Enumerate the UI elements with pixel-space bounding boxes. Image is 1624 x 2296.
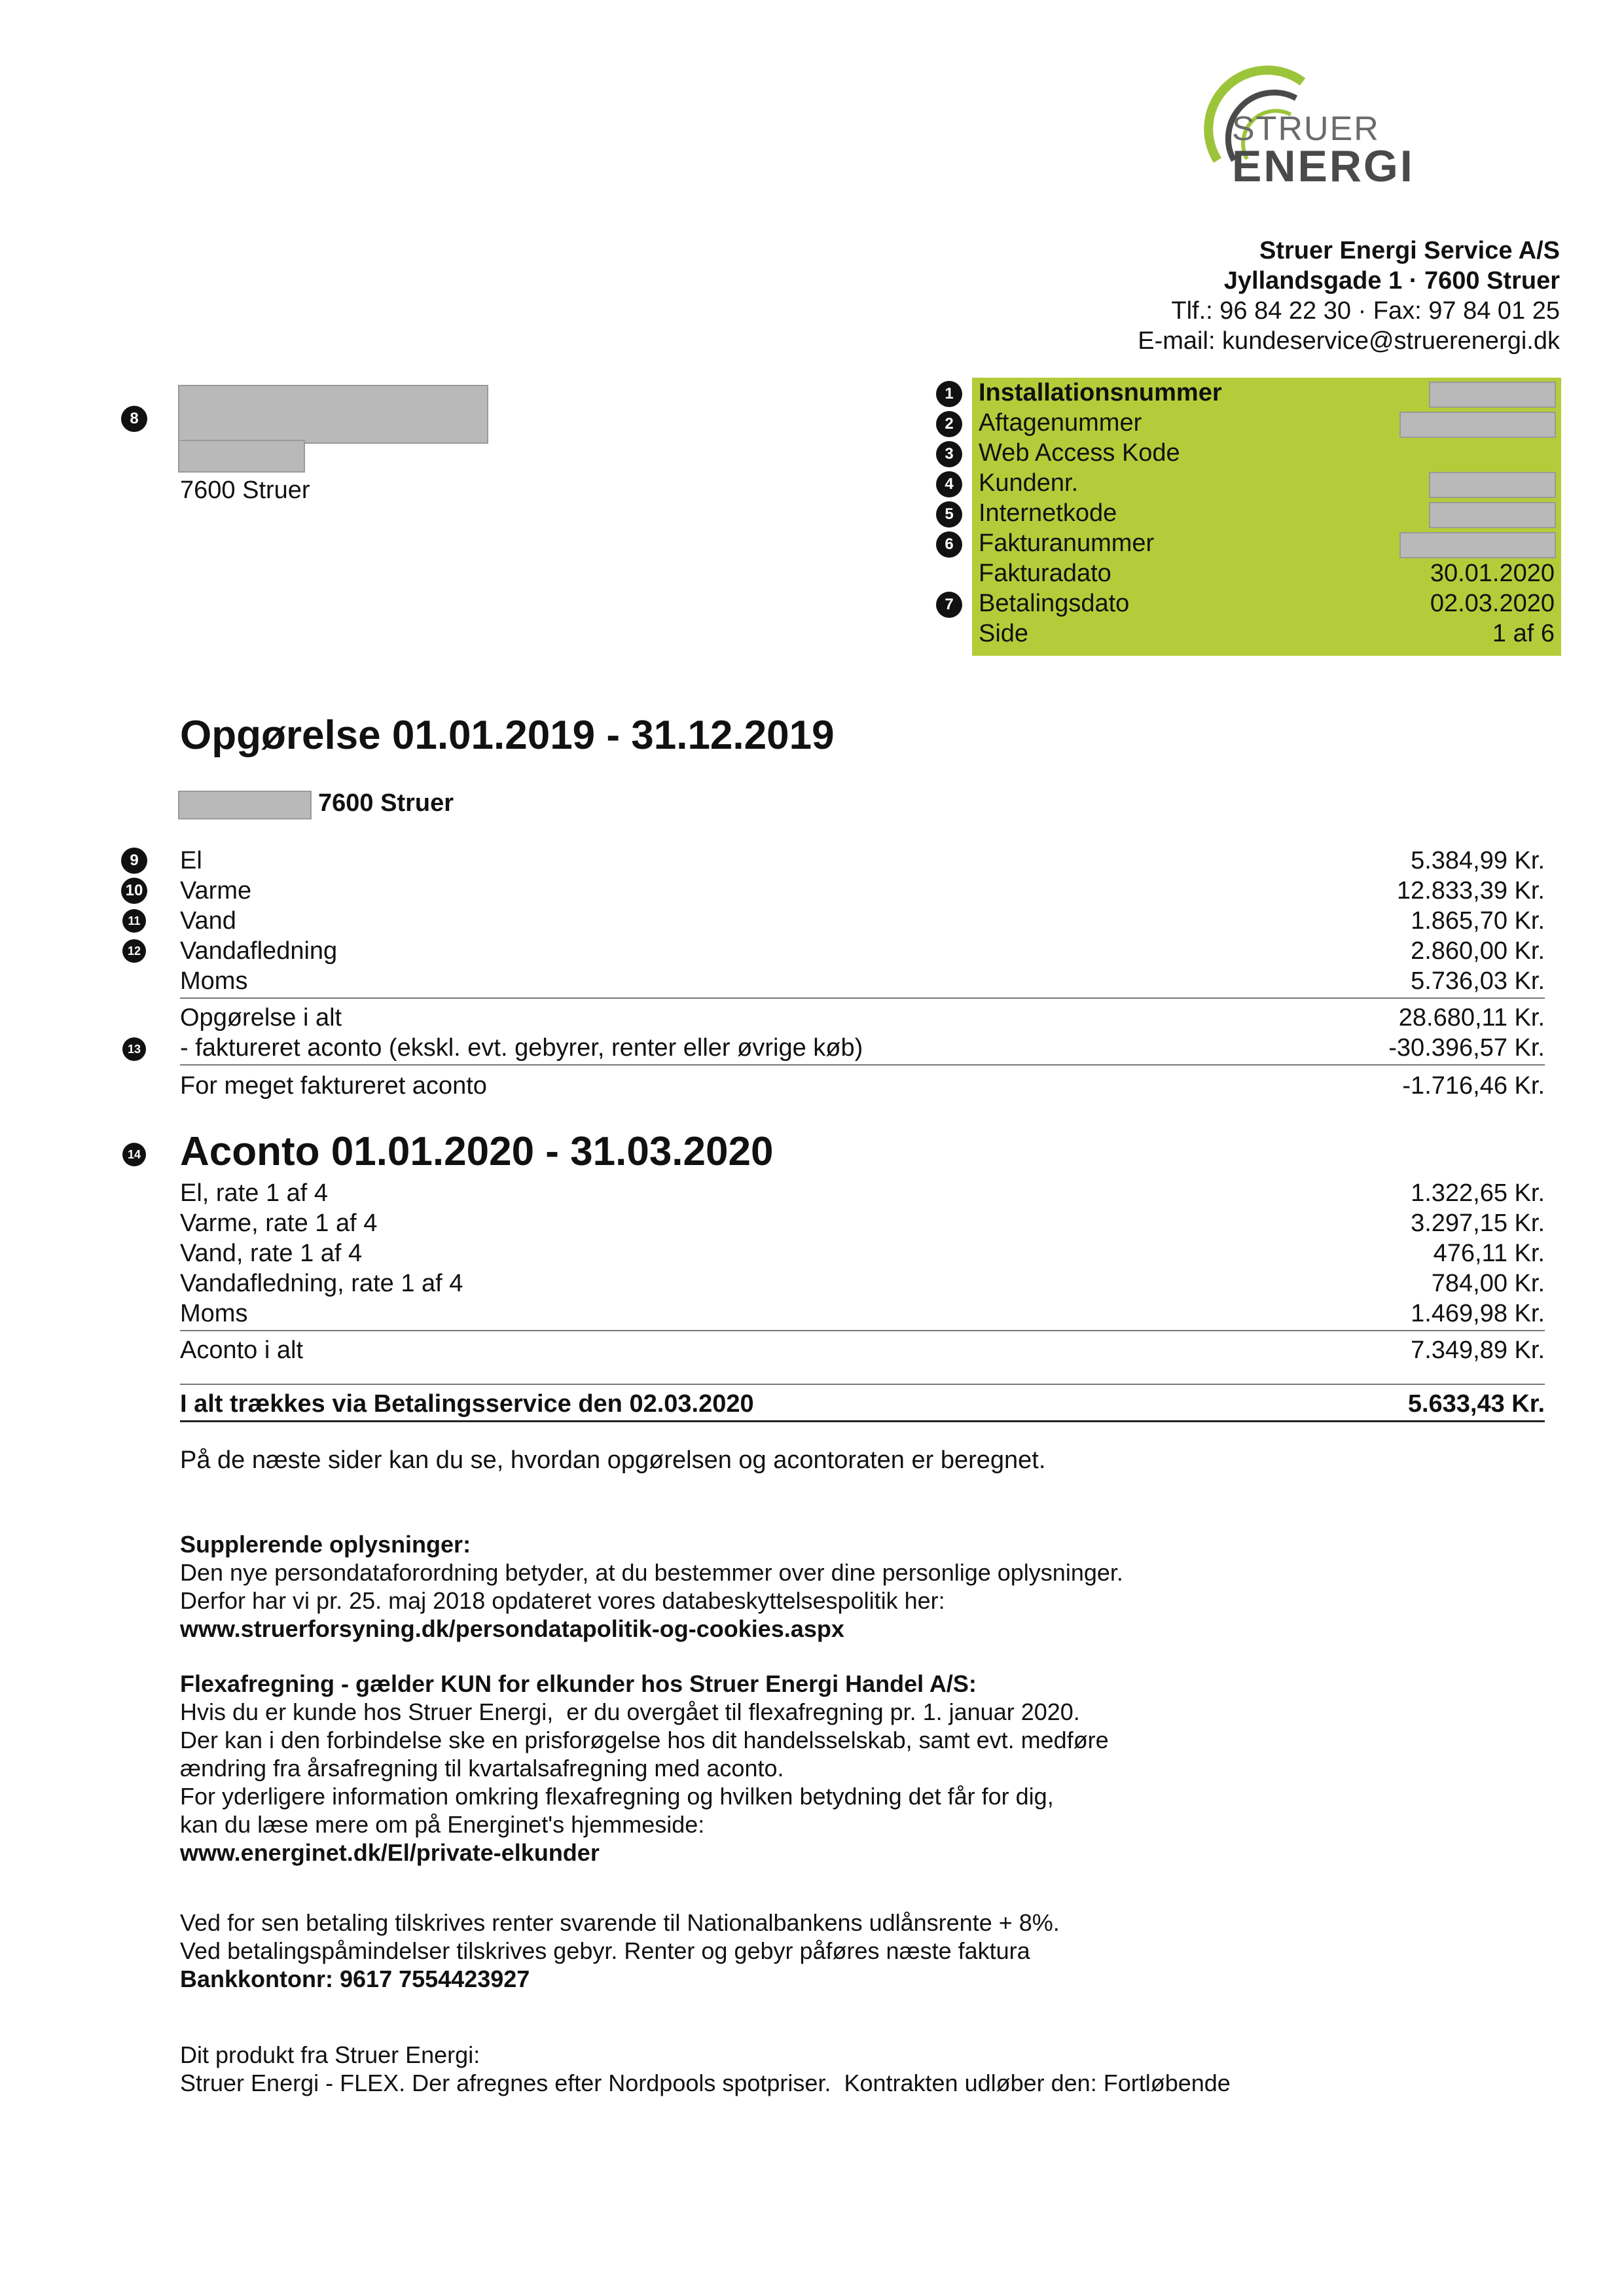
line-value: 1.865,70 Kr. [1411, 907, 1545, 935]
company-address: Jyllandsgade 1 · 7600 Struer [1223, 267, 1560, 295]
statement-line-vandafledning [180, 936, 1545, 966]
marker-3: 3 [936, 441, 962, 467]
statement-aconto-billed [180, 1033, 1545, 1063]
statement-result [180, 1071, 1545, 1101]
privacy-link[interactable]: www.struerforsyning.dk/persondatapolitik-og-cookies.aspx [180, 1615, 844, 1642]
payment-terms: Ved for sen betaling tilskrives renter svarende til Nationalbankens udlånsrente + 8%. Ved betalingspåmindelser tilskrives gebyr. Renter og gebyr påføres næste faktura [180, 1909, 1060, 1964]
aconto-total [180, 1335, 1545, 1365]
line-value: 1.469,98 Kr. [1411, 1300, 1545, 1327]
info-row-installationsnummer [972, 378, 1561, 408]
redacted-street [178, 791, 312, 819]
line-label: For meget faktureret aconto [180, 1072, 487, 1100]
line-value: 5.384,99 Kr. [1411, 847, 1545, 874]
marker-9: 9 [121, 848, 147, 874]
info-row-internetkode [972, 498, 1561, 528]
flex-heading: Flexafregning - gælder KUN for elkunder hos Struer Energi Handel A/S: [180, 1670, 977, 1697]
marker-6: 6 [936, 531, 962, 558]
line-label: Moms [180, 1300, 248, 1327]
info-label: Web Access Kode [979, 439, 1180, 467]
marker-10: 10 [121, 878, 147, 904]
redacted-name [178, 385, 488, 444]
product-text: Struer Energi - FLEX. Der afregnes efter Nordpools spotpriser. Kontrakten udløber den: Fortløbende [180, 2070, 1231, 2096]
info-value: 1 af 6 [1492, 620, 1555, 647]
invoice-info-panel [972, 378, 1561, 656]
redacted-value [1399, 412, 1556, 438]
aconto-line-vandafledning [180, 1268, 1545, 1299]
company-email: E-mail: kundeservice@struerenergi.dk [1138, 327, 1560, 355]
info-row-web-access-kode [972, 438, 1561, 468]
line-value: 5.736,03 Kr. [1411, 967, 1545, 995]
line-value: 1.322,65 Kr. [1411, 1179, 1545, 1207]
marker-11: 11 [122, 909, 146, 933]
divider [180, 1064, 1545, 1066]
redacted-value [1429, 502, 1556, 528]
company-name: Struer Energi Service A/S [1259, 237, 1560, 264]
redacted-value [1429, 382, 1556, 408]
aconto-line-moms [180, 1299, 1545, 1329]
line-value: 12.833,39 Kr. [1396, 877, 1545, 905]
recipient-city: 7600 Struer [180, 476, 310, 504]
company-logo [1172, 62, 1414, 206]
statement-line-el [180, 846, 1545, 876]
company-phone: Tlf.: 96 84 22 30 · Fax: 97 84 01 25 [1171, 297, 1560, 325]
line-label: Vand [180, 907, 236, 935]
grand-total-label: I alt trækkes via Betalingsservice den 02.03.2020 [180, 1390, 754, 1418]
marker-5: 5 [936, 501, 962, 528]
line-label: Vandafledning [180, 937, 338, 965]
aconto-line-vand [180, 1238, 1545, 1268]
marker-4: 4 [936, 471, 962, 497]
line-label: - faktureret aconto (ekskl. evt. gebyrer, renter eller øvrige køb) [180, 1034, 863, 1062]
aconto-title: Aconto 01.01.2020 - 31.03.2020 [180, 1129, 774, 1174]
logo-text-struer: STRUER [1232, 110, 1380, 148]
statement-address-city: 7600 Struer [318, 789, 454, 817]
info-label: Internetkode [979, 499, 1117, 527]
line-label: Aconto i alt [180, 1336, 303, 1364]
line-value: 2.860,00 Kr. [1411, 937, 1545, 965]
divider [180, 1384, 1545, 1385]
divider [180, 1420, 1545, 1422]
line-label: El [180, 847, 202, 874]
marker-8: 8 [121, 406, 147, 432]
statement-line-moms [180, 966, 1545, 996]
divider [180, 1330, 1545, 1331]
info-row-fakturadato [972, 558, 1561, 588]
info-row-aftagenummer [972, 408, 1561, 438]
info-label: Aftagenummer [979, 409, 1142, 437]
marker-2: 2 [936, 411, 962, 437]
divider [180, 997, 1545, 999]
redacted-value [1399, 532, 1556, 558]
statement-line-varme [180, 876, 1545, 906]
line-label: Varme, rate 1 af 4 [180, 1210, 378, 1237]
calculation-note: På de næste sider kan du se, hvordan opgørelsen og acontoraten er beregnet. [180, 1446, 1046, 1474]
marker-12: 12 [122, 939, 146, 963]
supplementary-heading: Supplerende oplysninger: [180, 1531, 471, 1558]
supplementary-text: Den nye persondataforordning betyder, at du bestemmer over dine personlige oplysninger. Derfor har vi pr. 25. maj 2018 opdateret vores databeskyttelsespolitik her: [180, 1559, 1123, 1614]
marker-13: 13 [122, 1037, 146, 1061]
info-label: Betalingsdato [979, 590, 1130, 617]
aconto-line-el [180, 1178, 1545, 1208]
company-info [1138, 236, 1560, 356]
info-value: 30.01.2020 [1430, 560, 1555, 587]
info-value: 02.03.2020 [1430, 590, 1555, 617]
line-label: Vand, rate 1 af 4 [180, 1240, 363, 1267]
line-label: Moms [180, 967, 248, 995]
line-label: Vandafledning, rate 1 af 4 [180, 1270, 463, 1297]
info-label: Installationsnummer [979, 379, 1222, 406]
info-label: Kundenr. [979, 469, 1079, 497]
info-label: Fakturadato [979, 560, 1111, 587]
flex-text: Hvis du er kunde hos Struer Energi, er du overgået til flexafregning pr. 1. januar 2020. Der kan i den forbindelse ske en prisforøgelse hos dit handelsselskab, samt evt. medføre ændring fra årsafregning til kvartalsafregning med aconto. For yderligere information omkring flexafregning og hvilken betydning det får for dig, kan du læse mere om på Energinet's hjemmeside: [180, 1698, 1109, 1838]
statement-total [180, 1003, 1545, 1033]
aconto-line-varme [180, 1208, 1545, 1238]
energinet-link[interactable]: www.energinet.dk/El/private-elkunder [180, 1839, 600, 1866]
logo-text-energi: ENERGI [1232, 141, 1415, 191]
info-label: Fakturanummer [979, 529, 1155, 557]
line-value: 476,11 Kr. [1433, 1240, 1545, 1267]
statement-title: Opgørelse 01.01.2019 - 31.12.2019 [180, 713, 835, 758]
product-heading: Dit produkt fra Struer Energi: [180, 2041, 480, 2068]
statement-line-vand [180, 906, 1545, 936]
line-label: El, rate 1 af 4 [180, 1179, 329, 1207]
line-label: Varme [180, 877, 252, 905]
info-row-side [972, 619, 1561, 649]
grand-total [180, 1389, 1545, 1419]
line-value: -1.716,46 Kr. [1402, 1072, 1545, 1100]
bank-account: Bankkontonr: 9617 7554423927 [180, 1965, 530, 1992]
info-row-kundenr [972, 468, 1561, 498]
info-row-fakturanummer [972, 528, 1561, 558]
redacted-value [1429, 472, 1556, 498]
line-value: 3.297,15 Kr. [1411, 1210, 1545, 1237]
marker-7: 7 [936, 592, 962, 618]
line-value: -30.396,57 Kr. [1388, 1034, 1545, 1062]
line-value: 784,00 Kr. [1431, 1270, 1545, 1297]
info-label: Side [979, 620, 1029, 647]
line-value: 28.680,11 Kr. [1398, 1004, 1545, 1031]
line-value: 7.349,89 Kr. [1411, 1336, 1545, 1364]
info-row-betalingsdato [972, 588, 1561, 619]
line-label: Opgørelse i alt [180, 1004, 342, 1031]
grand-total-value: 5.633,43 Kr. [1407, 1390, 1545, 1418]
redacted-street [178, 440, 305, 473]
marker-1: 1 [936, 381, 962, 407]
marker-14: 14 [122, 1143, 146, 1166]
